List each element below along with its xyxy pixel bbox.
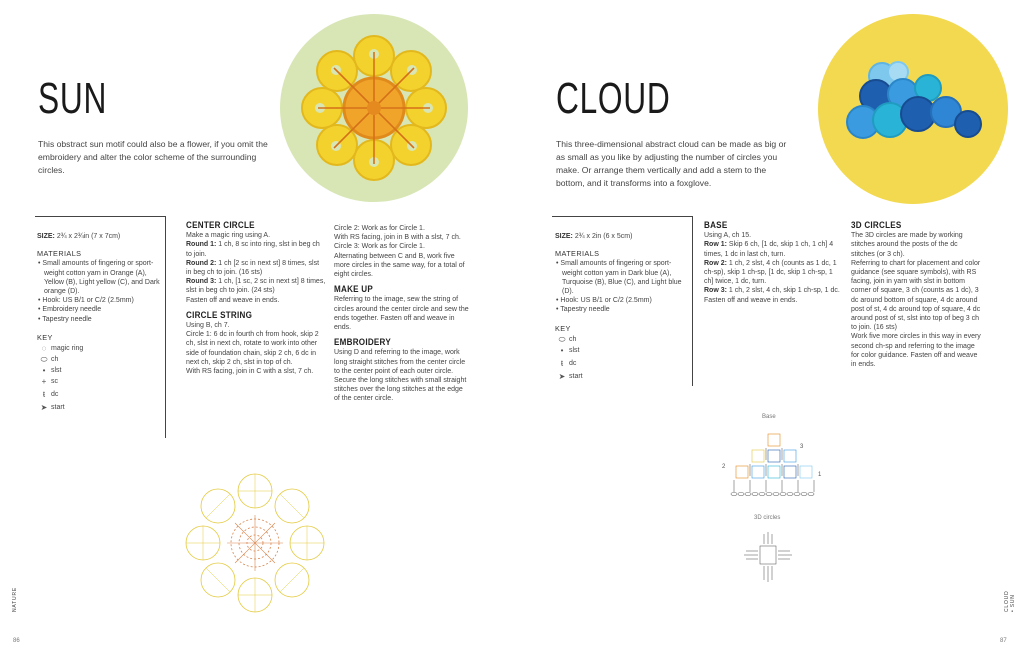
- sc-icon: +: [41, 376, 47, 386]
- circles-text: The 3D circles are made by working stitches around the posts of the dc stitches (or 3 ch). Referring to chart for placement and color guidance (see square symbols), with RS facing, join in yarn with slst in bottom corner of square, 3 ch (counts as 1 dc), 3 dc around bottom of square, 4 dc around post of st, 4 dc around top of square, 4 dc around post of st, slst into top of beg 3 ch to join. (16 sts) Work five more circles in this way in every second ch-sp and referring to the image for color guidance. Fasten off and weave in ends.: [851, 232, 981, 369]
- cloud-intro: This three-dimensional abstract cloud can be made as big or as small as you like by adjusting the number of circles you make. Or arrange them vertically and add a stem to the bottom, and it transforms into a foxglove.: [556, 139, 787, 188]
- list-item: • Small amounts of fingering or sport-weight cotton yarn in Orange (A), Yellow (B), Light yellow (C), and Dark orange (D).: [37, 259, 161, 296]
- magic-ring-icon: ◌: [41, 343, 47, 353]
- make-up-text: Referring to the image, sew the string of circles around the center circle and sew the ends together. Fasten off and weave in ends.: [334, 296, 469, 332]
- key-label: ch: [569, 335, 577, 343]
- list-item: • Small amounts of fingering or sport-weight cotton yarn in Dark blue (A), Turquoise (B), Blue (C), and Light blue (D).: [555, 259, 687, 296]
- key-label: dc: [569, 359, 577, 367]
- row-label: 3: [800, 444, 804, 450]
- cloud-circles-col: [851, 221, 983, 369]
- embroidery-title: EMBROIDERY: [334, 337, 391, 349]
- center-circle-text: Make a magic ring using A. Round 1: 1 ch, 8 sc into ring, slst in beg ch to join. Round 2: 1 ch [2 sc in next st] 8 times, slst in beg ch to join. (16 sts) Round 3: 1 ch, [1 sc, 2 sc in next st] 8 times, slst in beg ch to join. (24 sts) Fasten off and weave in ends.: [186, 232, 326, 304]
- circles-chart-diagram: [738, 530, 798, 586]
- circle-more-text: Circle 2: Work as for Circle 1. With RS facing, join in B with a slst, 7 ch. Circle 3: Work as for Circle 1. Alternating between C and B, work five more circles in the same way, for a total of eight circles.: [334, 225, 465, 279]
- sun-photo: [280, 14, 468, 202]
- list-item: • Tapestry needle: [555, 305, 687, 314]
- list-item: • Tapestry needle: [37, 315, 161, 324]
- key-label: magic ring: [51, 344, 84, 352]
- sun-chart-diagram: [180, 468, 330, 618]
- make-up-title: MAKE UP: [334, 284, 374, 296]
- key-label: start: [569, 372, 583, 380]
- sun-specs: [37, 232, 161, 413]
- cloud-key-title: KEY: [555, 323, 571, 333]
- slst-icon: •: [42, 365, 46, 375]
- list-item: • Hook: US B/1 or C/2 (2.5mm): [37, 296, 161, 305]
- cloud-photo: [818, 14, 1008, 204]
- key-label: ch: [51, 355, 59, 363]
- sun-instructions-col3: [334, 224, 470, 404]
- right-side-label: CLOUD • SUN: [1004, 590, 1016, 612]
- sun-materials-list: [37, 259, 161, 323]
- sun-key-title: KEY: [37, 332, 53, 342]
- chain-icon: ⬭: [40, 354, 48, 364]
- right-page-number: 87: [1000, 638, 1007, 644]
- sun-materials-title: MATERIALS: [37, 249, 82, 259]
- sun-rule: [35, 216, 165, 217]
- key-label: slst: [51, 366, 62, 374]
- list-item: • Hook: US B/1 or C/2 (2.5mm): [555, 296, 687, 305]
- cloud-title: CLOUD: [556, 74, 671, 123]
- cloud-rule: [552, 216, 692, 217]
- sun-column-divider: [165, 216, 166, 438]
- sun-title: SUN: [38, 74, 108, 123]
- key-label: sc: [51, 377, 58, 385]
- sun-intro: This obstract sun motif could also be a flower, if you omit the embroidery and alter the color scheme of the surrounding circles.: [38, 139, 268, 175]
- row-label: 2: [722, 464, 726, 470]
- cloud-base-col: [704, 221, 840, 305]
- list-item: • Embroidery needle: [37, 305, 161, 314]
- cloud-column-divider: [692, 216, 693, 386]
- key-label: slst: [569, 346, 580, 354]
- base-chart-diagram: [718, 428, 830, 498]
- start-icon: ➤: [558, 371, 566, 381]
- key-label: start: [51, 403, 65, 411]
- cloud-materials-title: MATERIALS: [555, 249, 600, 259]
- chart-circles-label: 3D circles: [754, 515, 781, 521]
- base-text: Using A, ch 15. Row 1: Skip 6 ch, [1 dc, skip 1 ch, 1 ch] 4 times, 1 dc in last ch, turn. Row 2: 1 ch, 2 slst, 4 ch (counts as 1 dc, 1 ch-sp), skip 1 ch-sp, [1 dc, skip 1 ch-sp, 1 ch] twice, 1 dc, turn. Row 3: 1 ch, 2 slst, 4 ch, skip 1 ch-sp, 1 dc. Fasten off and weave in ends.: [704, 232, 840, 304]
- key-label: dc: [51, 390, 59, 398]
- base-title: BASE: [704, 220, 728, 231]
- cloud-materials-list: [555, 259, 687, 314]
- left-side-label: NATURE: [12, 587, 18, 612]
- embroidery-text: Using D and referring to the image, work long straight stitches from the center circle to the center point of each outer circle. Secure the long stitches with small straight stitches over the long stitches at the edge of the center circle.: [334, 349, 467, 403]
- left-page-number: 86: [13, 638, 20, 644]
- start-icon: ➤: [40, 402, 48, 412]
- dc-icon: ŧ: [42, 389, 46, 399]
- circles-title: 3D CIRCLES: [851, 220, 902, 231]
- row-label: 1: [818, 472, 822, 478]
- chain-icon: ⬭: [558, 334, 566, 344]
- chart-base-label: Base: [762, 414, 776, 420]
- slst-icon: •: [560, 345, 564, 355]
- circle-string-title: CIRCLE STRING: [186, 309, 253, 321]
- circle-string-text: Using B, ch 7. Circle 1: 6 dc in fourth ch from hook, skip 2 ch, slst in next ch, rotate to work into other side of foundation chain, skip 2 ch, 6 dc in next ch, skip 2 ch, slst in top of ch. With RS facing, join in C with a slst, 7 ch.: [186, 322, 319, 376]
- sun-size: SIZE: 2¾ x 2¾in (7 x 7cm): [37, 233, 121, 240]
- dc-icon: ŧ: [560, 358, 564, 368]
- sun-motif-image: [280, 14, 468, 202]
- sun-instructions-col2: [186, 221, 326, 376]
- center-circle-title: CENTER CIRCLE: [186, 220, 255, 231]
- cloud-specs: [555, 232, 687, 382]
- cloud-motif-image: [818, 14, 1008, 204]
- cloud-size: SIZE: 2¾ x 2in (6 x 5cm): [555, 233, 633, 240]
